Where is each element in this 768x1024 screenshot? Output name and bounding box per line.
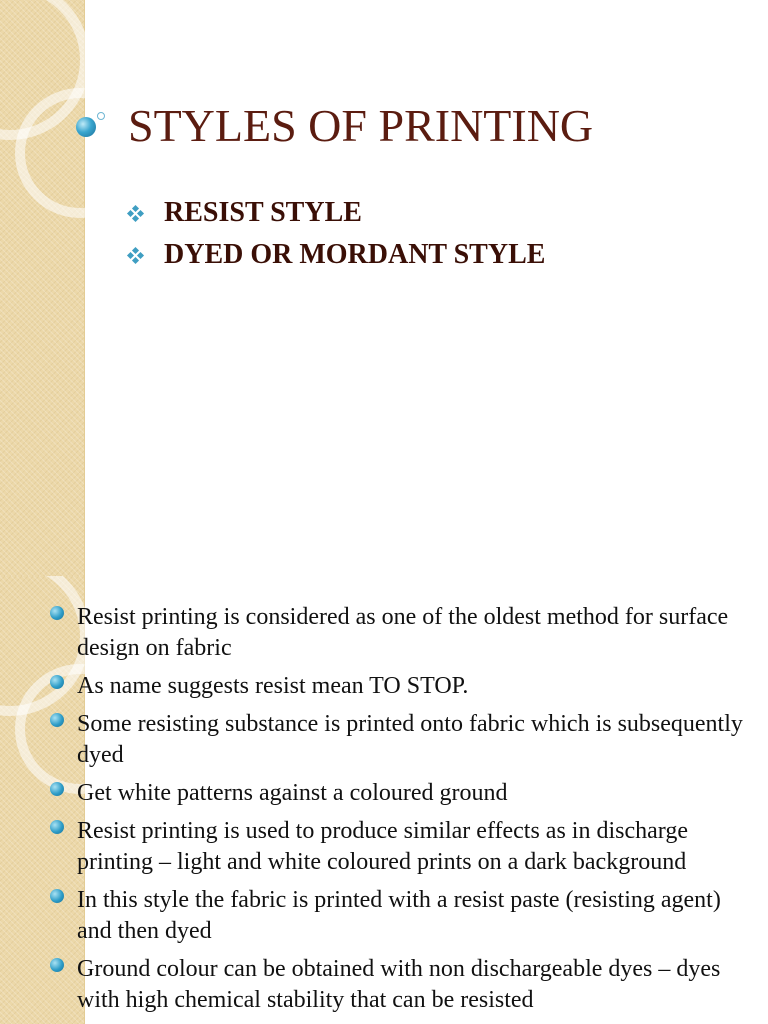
list-item [128,234,748,276]
list-item-text: As name suggests resist mean TO STOP. [77,673,469,699]
decorative-sidebar [0,0,85,576]
list-item [50,778,750,809]
list-item [50,954,750,1016]
list-item [50,816,750,878]
accent-small-dot-icon [97,112,105,120]
round-bullet-icon [50,606,64,620]
round-bullet-icon [50,889,64,903]
list-item [50,671,750,702]
list-item-text: DYED OR MORDANT STYLE [164,239,546,270]
list-item-text: Resist printing is considered as one of the oldest method for surface design on fabric [77,604,729,661]
list-item-text: Get white patterns against a coloured ground [77,780,508,806]
round-bullet-icon [50,713,64,727]
decorative-ring [15,88,145,218]
list-item-text: Resist printing is used to produce similar effects as in discharge printing – light and white coloured prints on a dark background [77,818,688,875]
list-item [50,602,750,664]
list-item [128,192,748,234]
list-item-text: In this style the fabric is printed with a resist paste (resisting agent) and then dyed [77,887,721,944]
list-item [50,709,750,771]
slide-resist-printing [0,576,768,1024]
styles-list [128,192,748,276]
diamond-bullet-icon [128,248,142,262]
bullet-list [50,602,750,1023]
list-item-text: RESIST STYLE [164,197,362,228]
list-item-text: Ground colour can be obtained with non dischargeable dyes – dyes with high chemical stability that can be resisted [77,956,721,1013]
diamond-bullet-icon [128,206,142,220]
list-item-text: Some resisting substance is printed onto fabric which is subsequently dyed [77,711,743,768]
list-item [50,885,750,947]
round-bullet-icon [50,675,64,689]
accent-dot-icon [76,117,96,137]
round-bullet-icon [50,958,64,972]
slide-title: STYLES OF PRINTING [128,100,594,151]
round-bullet-icon [50,782,64,796]
round-bullet-icon [50,820,64,834]
